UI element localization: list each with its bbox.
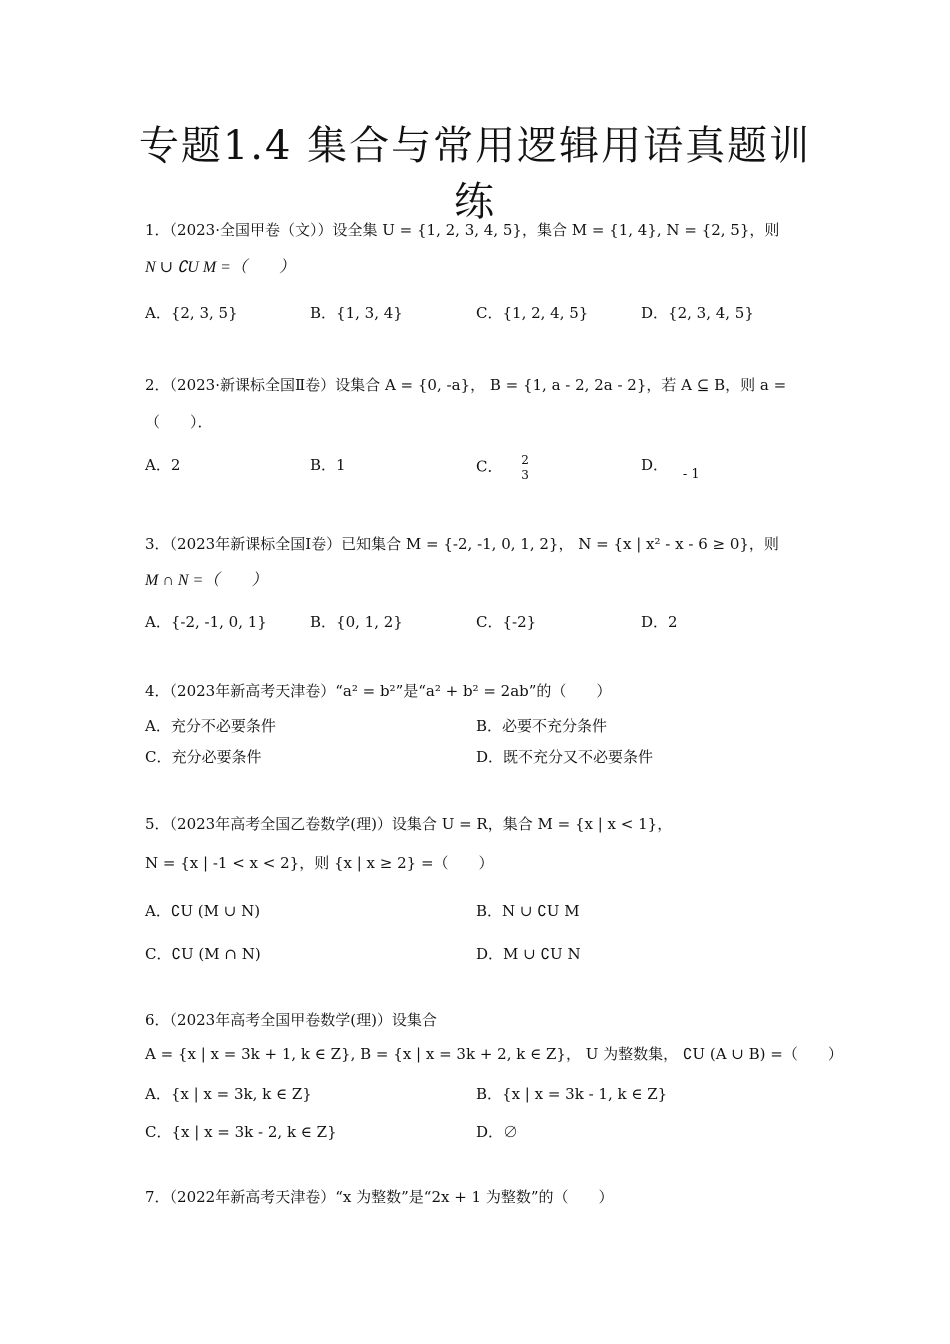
q5-option-a[interactable]: A．∁U (M ∪ N) <box>145 902 261 920</box>
q6-option-a[interactable]: A．{x | x = 3k, k ∈ Z} <box>145 1085 312 1103</box>
q2-option-d[interactable] <box>641 453 700 482</box>
q4-option-a[interactable]: A．充分不必要条件 <box>145 717 276 735</box>
q5-stem: 5．（2023年高考全国乙卷数学(理)）设集合 U = R，集合 M = {x | x < 1}， <box>145 815 673 833</box>
q2-stem-cont: （ ）． <box>145 413 213 431</box>
q6-stem-cont: A = {x | x = 3k + 1, k ∈ Z}, B = {x | x = 3k + 2, k ∈ Z}， U 为整数集， ∁U (A ∪ B) =（ ） <box>145 1045 843 1063</box>
q2-option-c[interactable] <box>476 453 529 482</box>
q5-stem-cont: N = {x | -1 < x < 2}，则 {x | x ≥ 2} =（ ） <box>145 854 494 872</box>
q3-option-c[interactable]: C．{-2} <box>476 613 537 631</box>
q2-stem: 2．（2023·新课标全国Ⅱ卷）设集合 A = {0, -a}， B = {1, a - 2, 2a - 2}，若 A ⊆ B，则 a = <box>145 376 787 394</box>
q6-option-b[interactable]: B．{x | x = 3k - 1, k ∈ Z} <box>476 1085 668 1103</box>
q2-option-c-fraction <box>521 453 529 482</box>
page-title: 专题1.4 集合与常用逻辑用语真题训练 <box>138 123 812 225</box>
q7-stem: 7．（2022年新高考天津卷）“x 为整数”是“2x + 1 为整数”的（ ） <box>145 1188 614 1206</box>
q4-option-d[interactable]: D．既不充分又不必要条件 <box>476 748 654 766</box>
q2-option-a[interactable]: A．2 <box>145 456 181 474</box>
q1-option-c[interactable]: C．{1, 2, 4, 5} <box>476 304 589 322</box>
q5-option-d[interactable]: D．M ∪ ∁U N <box>476 945 581 963</box>
q1-stem: 1．（2023·全国甲卷（文））设全集 U = {1, 2, 3, 4, 5}，集合 M = {1, 4}, N = {2, 5}，则 <box>145 221 780 239</box>
q4-stem: 4．（2023年新高考天津卷）“a² = b²”是“a² + b² = 2ab”的（ ） <box>145 682 612 700</box>
q2-option-b[interactable]: B．1 <box>310 456 346 474</box>
q3-stem: 3．（2023年新课标全国Ⅰ卷）已知集合 M = {-2, -1, 0, 1, 2}， N = {x | x² - x - 6 ≥ 0}，则 <box>145 535 779 553</box>
q6-stem: 6．（2023年高考全国甲卷数学(理)）设集合 <box>145 1011 437 1029</box>
q6-option-c[interactable]: C．{x | x = 3k - 2, k ∈ Z} <box>145 1123 337 1141</box>
q5-option-b[interactable]: B．N ∪ ∁U M <box>476 902 580 920</box>
q4-option-b[interactable]: B．必要不充分条件 <box>476 717 608 735</box>
fraction-numerator: 2 <box>521 453 529 467</box>
q5-option-c[interactable]: C．∁U (M ∩ N) <box>145 945 261 963</box>
q3-option-a[interactable]: A．{-2, -1, 0, 1} <box>145 613 267 631</box>
fraction-denominator: 3 <box>521 468 529 482</box>
q3-option-b[interactable]: B．{0, 1, 2} <box>310 613 403 631</box>
q6-option-d[interactable]: D．∅ <box>476 1123 519 1141</box>
q1-option-d[interactable]: D．{2, 3, 4, 5} <box>641 304 754 322</box>
q3-option-d[interactable]: D．2 <box>641 613 678 631</box>
q4-option-c[interactable]: C．充分必要条件 <box>145 748 262 766</box>
q1-option-b[interactable]: B．{1, 3, 4} <box>310 304 403 322</box>
q1-stem-cont: N ∪ ∁U M =（ ） <box>145 259 295 276</box>
q1-option-a[interactable]: A．{2, 3, 5} <box>145 304 238 322</box>
q2-option-d-value: - 1 <box>682 467 700 482</box>
q2-option-d-label: D． <box>641 456 669 474</box>
q2-option-c-label: C． <box>476 457 503 476</box>
q3-stem-cont: M ∩ N =（ ） <box>145 572 268 589</box>
